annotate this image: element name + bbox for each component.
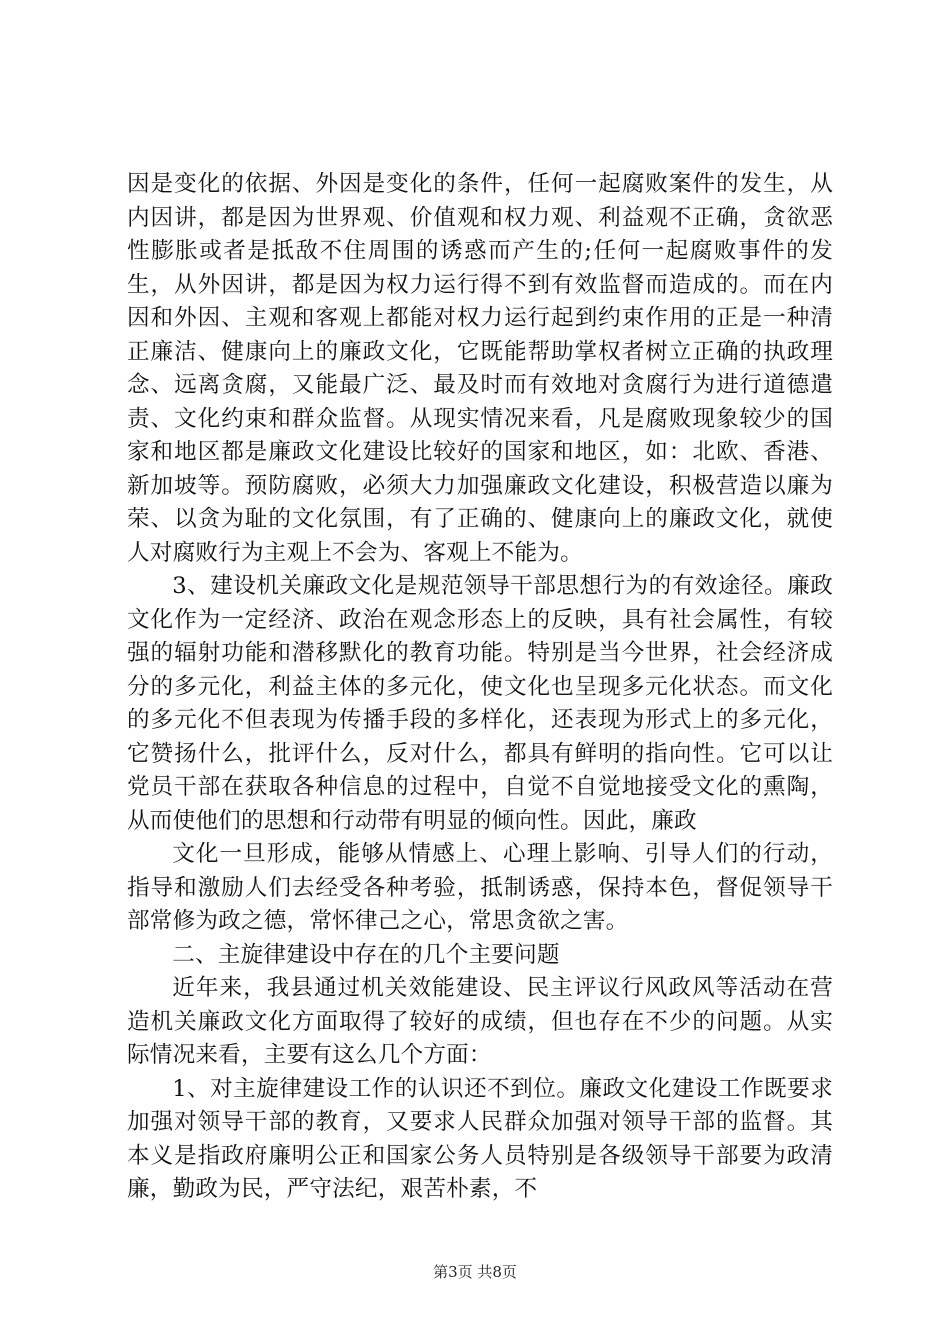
document-body [127,168,833,1207]
section-heading: 二、主旋律建设中存在的几个主要问题 [172,941,560,968]
paragraph-5: 1、对主旋律建设工作的认识还不到位。廉政文化建设工作既要求加强对领导干部的教育，又要求人民群众加强对领导干部的监督。其本义是指政府廉明公正和国家公务人员特别是各级领导干部要为政清廉，勤政为民，严守法纪，艰苦朴素，不 [127,1075,833,1202]
page-footer [0,1262,950,1282]
paragraph-3: 文化一旦形成，能够从情感上、心理上影响、引导人们的行动，指导和激励人们去经受各种考验，抵制诱惑，保持本色，督促领导干部常修为政之德，常怀律己之心，常思贪欲之害。 [127,841,833,934]
paragraph-4: 近年来，我县通过机关效能建设、民主评议行风政风等活动在营造机关廉政文化方面取得了较好的成绩，但也存在不少的问题。从实际情况来看，主要有这么几个方面： [127,975,833,1068]
paragraph-1: 因是变化的依据、外因是变化的条件，任何一起腐败案件的发生，从内因讲，都是因为世界观、价值观和权力观、利益观不正确，贪欲恶性膨胀或者是抵敌不住周围的诱惑而产生的;任何一起腐败事件的发生，从外因讲，都是因为权力运行得不到有效监督而造成的。而在内因和外因、主观和客观上都能对权力运行起到约束作用的正是一种清正廉洁、健康向上的廉政文化，它既能帮助掌权者树立正确的执政理念、远离贪腐，又能最广泛、最及时而有效地对贪腐行为进行道德遣责、文化约束和群众监督。从现实情况来看，凡是腐败现象较少的国家和地区都是廉政文化建设比较好的国家和地区，如：北欧、香港、新加坡等。预防腐败，必须大力加强廉政文化建设，积极营造以廉为荣、以贪为耻的文化氛围，有了正确的、健康向上的廉政文化，就使人对腐败行为主观上不会为、客观上不能为。 [127,171,833,566]
paragraph-2: 3、建设机关廉政文化是规范领导干部思想行为的有效途径。廉政文化作为一定经济、政治在观念形态上的反映，具有社会属性，有较强的辐射功能和潜移默化的教育功能。特别是当今世界，社会经济成分的多元化，利益主体的多元化，使文化也呈现多元化状态。而文化的多元化不但表现为传播手段的多样化，还表现为形式上的多元化，它赞扬什么，批评什么，反对什么，都具有鲜明的指向性。它可以让党员干部在获取各种信息的过程中，自觉不自觉地接受文化的熏陶，从而使他们的思想和行动带有明显的倾向性。因此，廉政 [127,573,833,834]
page-number-label: 第3页 共8页 [433,1263,517,1281]
